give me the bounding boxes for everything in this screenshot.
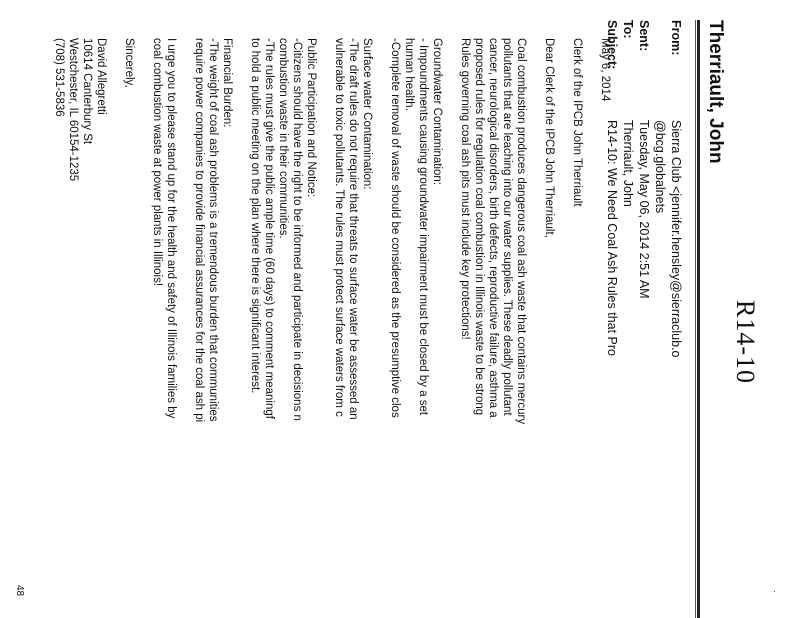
subject-value: R14-10: We Need Coal Ash Rules that Pro [605, 120, 619, 357]
text-line: -The weight of coal ash problems is a tremendous burden that communities [207, 38, 219, 422]
docket-number: R14-10 [731, 300, 760, 384]
section-heading: Groundwater Contamination: [431, 38, 443, 186]
to-value: Therriault, John [621, 120, 635, 207]
sent-row [636, 20, 652, 357]
signoff: Sincerely, [123, 38, 135, 88]
from-value-2: @bcg.globalnets [653, 120, 667, 214]
text-line: cancer, neurological disorders, birth defects, reproductive failure, asthma a [487, 38, 499, 418]
sent-value: Tuesday, May 06, 2014 2:51 AM [637, 120, 651, 299]
from-row-2 [652, 20, 668, 357]
text-line: Rules governing coal ash pits must include key protections! [459, 38, 471, 340]
to-row [620, 20, 636, 357]
text-line: - Impoundments causing groundwater impairment must be closed by a set [417, 38, 429, 416]
text-line: -The rules must give the public ample time (60 days) to comment meaningf [263, 38, 275, 419]
text-line: pollutants that are leaching into our water supplies. These deadly pollutant [501, 38, 513, 416]
text-line: proposed rules for regulation coal combustion in Illinois waste to be strong [473, 38, 485, 416]
signer-name: David Allegretti [95, 38, 107, 115]
signer-phone: (708) 531-5836 [53, 38, 65, 117]
letter-date: May 6, 2014 [599, 38, 611, 102]
header-rule [697, 20, 700, 618]
signer-street: 10614 Canterbury St [81, 38, 93, 145]
to-label: To: [621, 20, 635, 39]
header-rule-thin [695, 20, 696, 618]
closing-paragraph [150, 38, 178, 424]
text-line: require power companies to provide financial assurances for the coal ash pi [193, 38, 205, 423]
letter-body [52, 38, 612, 424]
text-line: -The draft rules do not require that threats to surface water be assessed an [347, 38, 359, 420]
text-line: -Complete removal of waste should be considered as the presumptive clos [389, 38, 401, 418]
scan-mark: · [770, 590, 780, 593]
from-row [668, 20, 684, 357]
text-line: Coal combustion produces dangerous coal ash waste that contains mercury [515, 38, 527, 425]
from-label: From: [669, 20, 683, 56]
text-line: to hold a public meeting on the plan where there is significant interest. [249, 38, 261, 394]
text-line: I urge you to please stand up for the health and safety of Illinois families by [165, 38, 177, 419]
text-line: -Citizens should have the right to be informed and participate in decisions n [291, 38, 303, 421]
subject-label: Subject: [605, 20, 619, 70]
text-line: combustion waste in their communities. [277, 38, 289, 239]
section-heading: Public Participation and Notice: [305, 38, 317, 198]
signature-block [52, 38, 108, 424]
section-heading: Financial Burden: [221, 38, 233, 128]
email-header [604, 20, 684, 357]
text-line: human health. [403, 38, 415, 111]
surface-water-section [332, 38, 374, 424]
text-line: coal combustion waste at power plants in Illinois! [151, 38, 163, 287]
financial-burden-section [192, 38, 234, 424]
page-number: 48 [14, 585, 25, 597]
sent-label: Sent: [637, 20, 651, 52]
letter-recipient: Clerk of the IPCB John Therriault [571, 38, 583, 207]
intro-paragraph [458, 38, 528, 424]
text-line: vulnerable to toxic pollutants. The rules must protect surface waters from c [333, 38, 345, 417]
signer-city: Westchester, IL 60154-1235 [67, 38, 79, 182]
from-value: Sierra Club <jennifer.hensley@sierraclub.o [669, 120, 683, 358]
sender-name: Therriault, John [705, 20, 726, 164]
letter-salutation: Dear Clerk of the IPCB John Therriault, [543, 38, 555, 238]
section-heading: Surface water Contamination: [361, 38, 373, 190]
groundwater-section [388, 38, 444, 424]
public-participation-section [248, 38, 318, 424]
